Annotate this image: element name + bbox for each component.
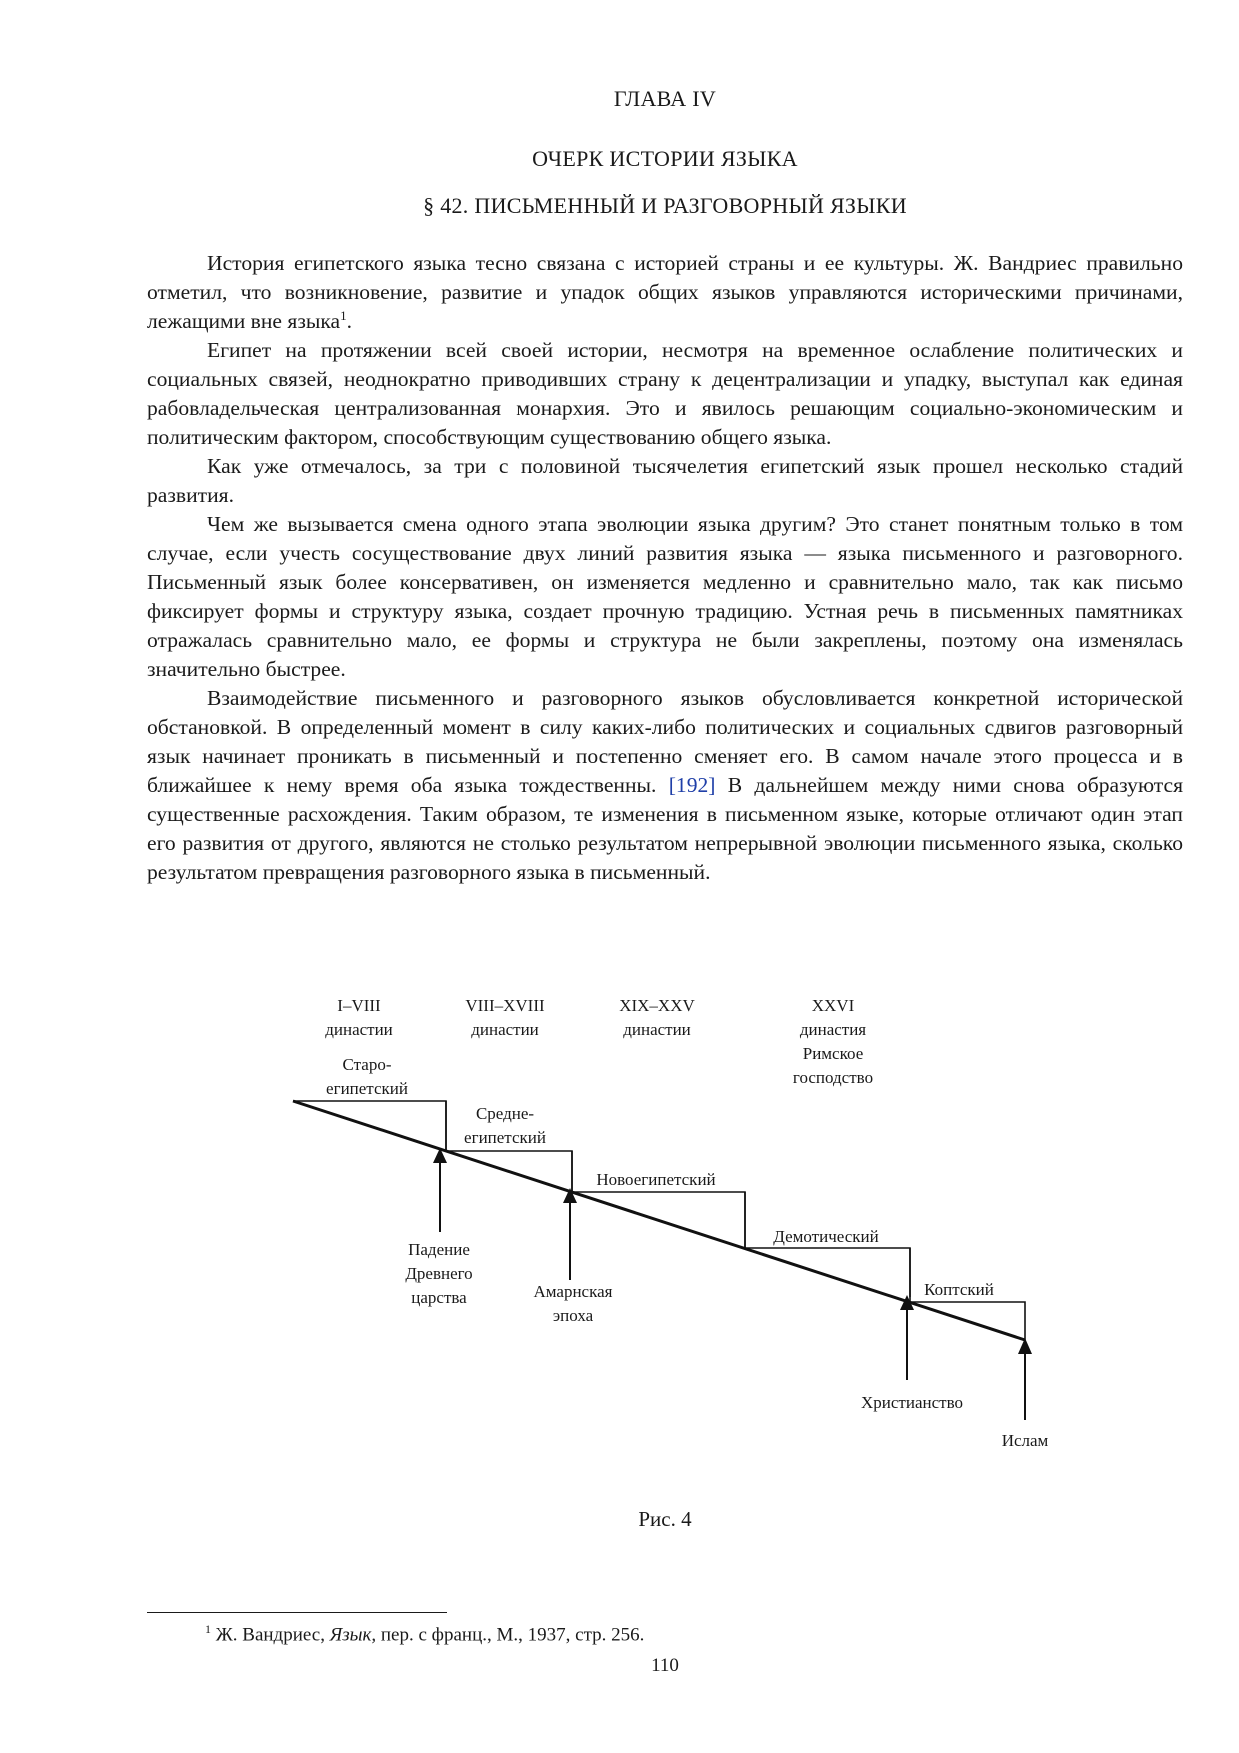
paragraph-1-end: . — [346, 309, 353, 333]
period-2-sub: династии — [471, 1020, 539, 1039]
paragraph-3: Как уже отмечалось, за три с половиной тысячелетия египетский язык прошел несколько стадий развития. — [147, 454, 1183, 507]
section-heading: § 42. ПИСЬМЕННЫЙ И РАЗГОВОРНЫЙ ЯЗЫКИ — [423, 193, 907, 218]
period-4-sub: династия — [799, 1020, 867, 1039]
stage-demotic-label: Демотический — [773, 1227, 879, 1246]
paragraph-5-before: Взаимодействие письменного и разговорного языков обусловливается конкретной исторической обстановкой. В определенный момент в силу каких-либо политических и социальных сдвигов разговорный язык начинает проникать в письменный и постепенно сменяет его. В самом начале этого процесса и в ближайшее к нему время оба языка тождественны. — [147, 686, 1183, 797]
footnote-marker[interactable]: 1 — [340, 307, 347, 323]
event-christianity-label: Христианство — [861, 1393, 963, 1412]
footnote-number: 1 — [205, 1622, 211, 1636]
period-3-label: XIX–XXV — [619, 996, 695, 1015]
stage-new-label: Новоегипетский — [596, 1170, 716, 1189]
footnote-title: Язык, — [329, 1624, 377, 1646]
event-fall-label-3: царства — [411, 1288, 467, 1307]
timeline-line — [293, 1101, 1025, 1340]
page-number: 110 — [651, 1655, 679, 1676]
paragraph-1-text: История египетского языка тесно связана с историей страны и ее культуры. Ж. Вандриес правильно отметил, что возникновение, развитие и упадок общих языков управляются историческими причинами, лежащими вне языка — [147, 251, 1183, 333]
period-4-sub2: Римское — [802, 1044, 864, 1063]
chapter-title: ОЧЕРК ИСТОРИИ ЯЗЫКА — [532, 146, 798, 171]
paragraph-2: Египет на протяжении всей своей истории, несмотря на временное ослабление политических и социальных связей, неоднократно приводивших страну к децентрализации и упадку, выступал как единая рабовладельческая централизованная монархия. Это и явилось решающим социально-экономическим и политическим фактором, способствующим существованию общего языка. — [147, 338, 1183, 449]
event-islam-label: Ислам — [1001, 1431, 1049, 1450]
stage-middle-label-2: египетский — [464, 1128, 546, 1147]
figure-caption: Рис. 4 — [638, 1507, 692, 1531]
period-4-label: XXVI — [811, 996, 855, 1015]
period-1-sub: династии — [325, 1020, 393, 1039]
event-fall-label-1: Падение — [408, 1240, 470, 1259]
event-fall-label-2: Древнего — [405, 1264, 473, 1283]
period-1-label: I–VIII — [337, 996, 381, 1015]
period-4-sub3: господство — [792, 1068, 874, 1087]
stage-middle-label-1: Средне- — [475, 1104, 535, 1123]
period-2-label: VIII–XVIII — [465, 996, 545, 1015]
stage-coptic-label: Коптский — [924, 1280, 994, 1299]
chapter-heading: ГЛАВА IV — [613, 86, 717, 111]
stage-old-label-2: египетский — [326, 1079, 408, 1098]
footnote-divider — [147, 1612, 447, 1613]
paragraph-4: Чем же вызывается смена одного этапа эволюции языка другим? Это станет понятным только в том случае, если учесть сосуществование двух линий развития языка — языка письменного и разговорного. Письменный язык более консервативен, он изменяется медленно и сравнительно мало, так как письмо фиксирует формы и структуру языка, создает прочную традицию. Устная речь в письменных памятниках отражалась сравнительно мало, ее формы и структура не были закреплены, поэтому она изменялась значительно быстрее. — [147, 512, 1183, 681]
arrow-islam-head — [1018, 1338, 1032, 1354]
footnote — [205, 1622, 644, 1646]
stage-old-label-1: Старо- — [342, 1055, 392, 1074]
event-amarna-label-1: Амарнская — [533, 1282, 613, 1301]
paragraph-5-after: В дальнейшем между ними снова образуются существенные расхождения. Таким образом, те изменения в письменном языке, которые отличают один этап его развития от другого, являются не столько результатом непрерывной эволюции письменного языка, сколько результатом превращения разговорного языка в письменный. — [147, 773, 1184, 884]
period-3-sub: династии — [623, 1020, 691, 1039]
footnote-author: Ж. Вандриес, — [215, 1624, 330, 1646]
page-reference-link[interactable]: [192] — [668, 773, 716, 797]
footnote-rest: пер. с франц., М., 1937, стр. 256. — [376, 1624, 645, 1646]
event-amarna-label-2: эпоха — [552, 1306, 594, 1325]
